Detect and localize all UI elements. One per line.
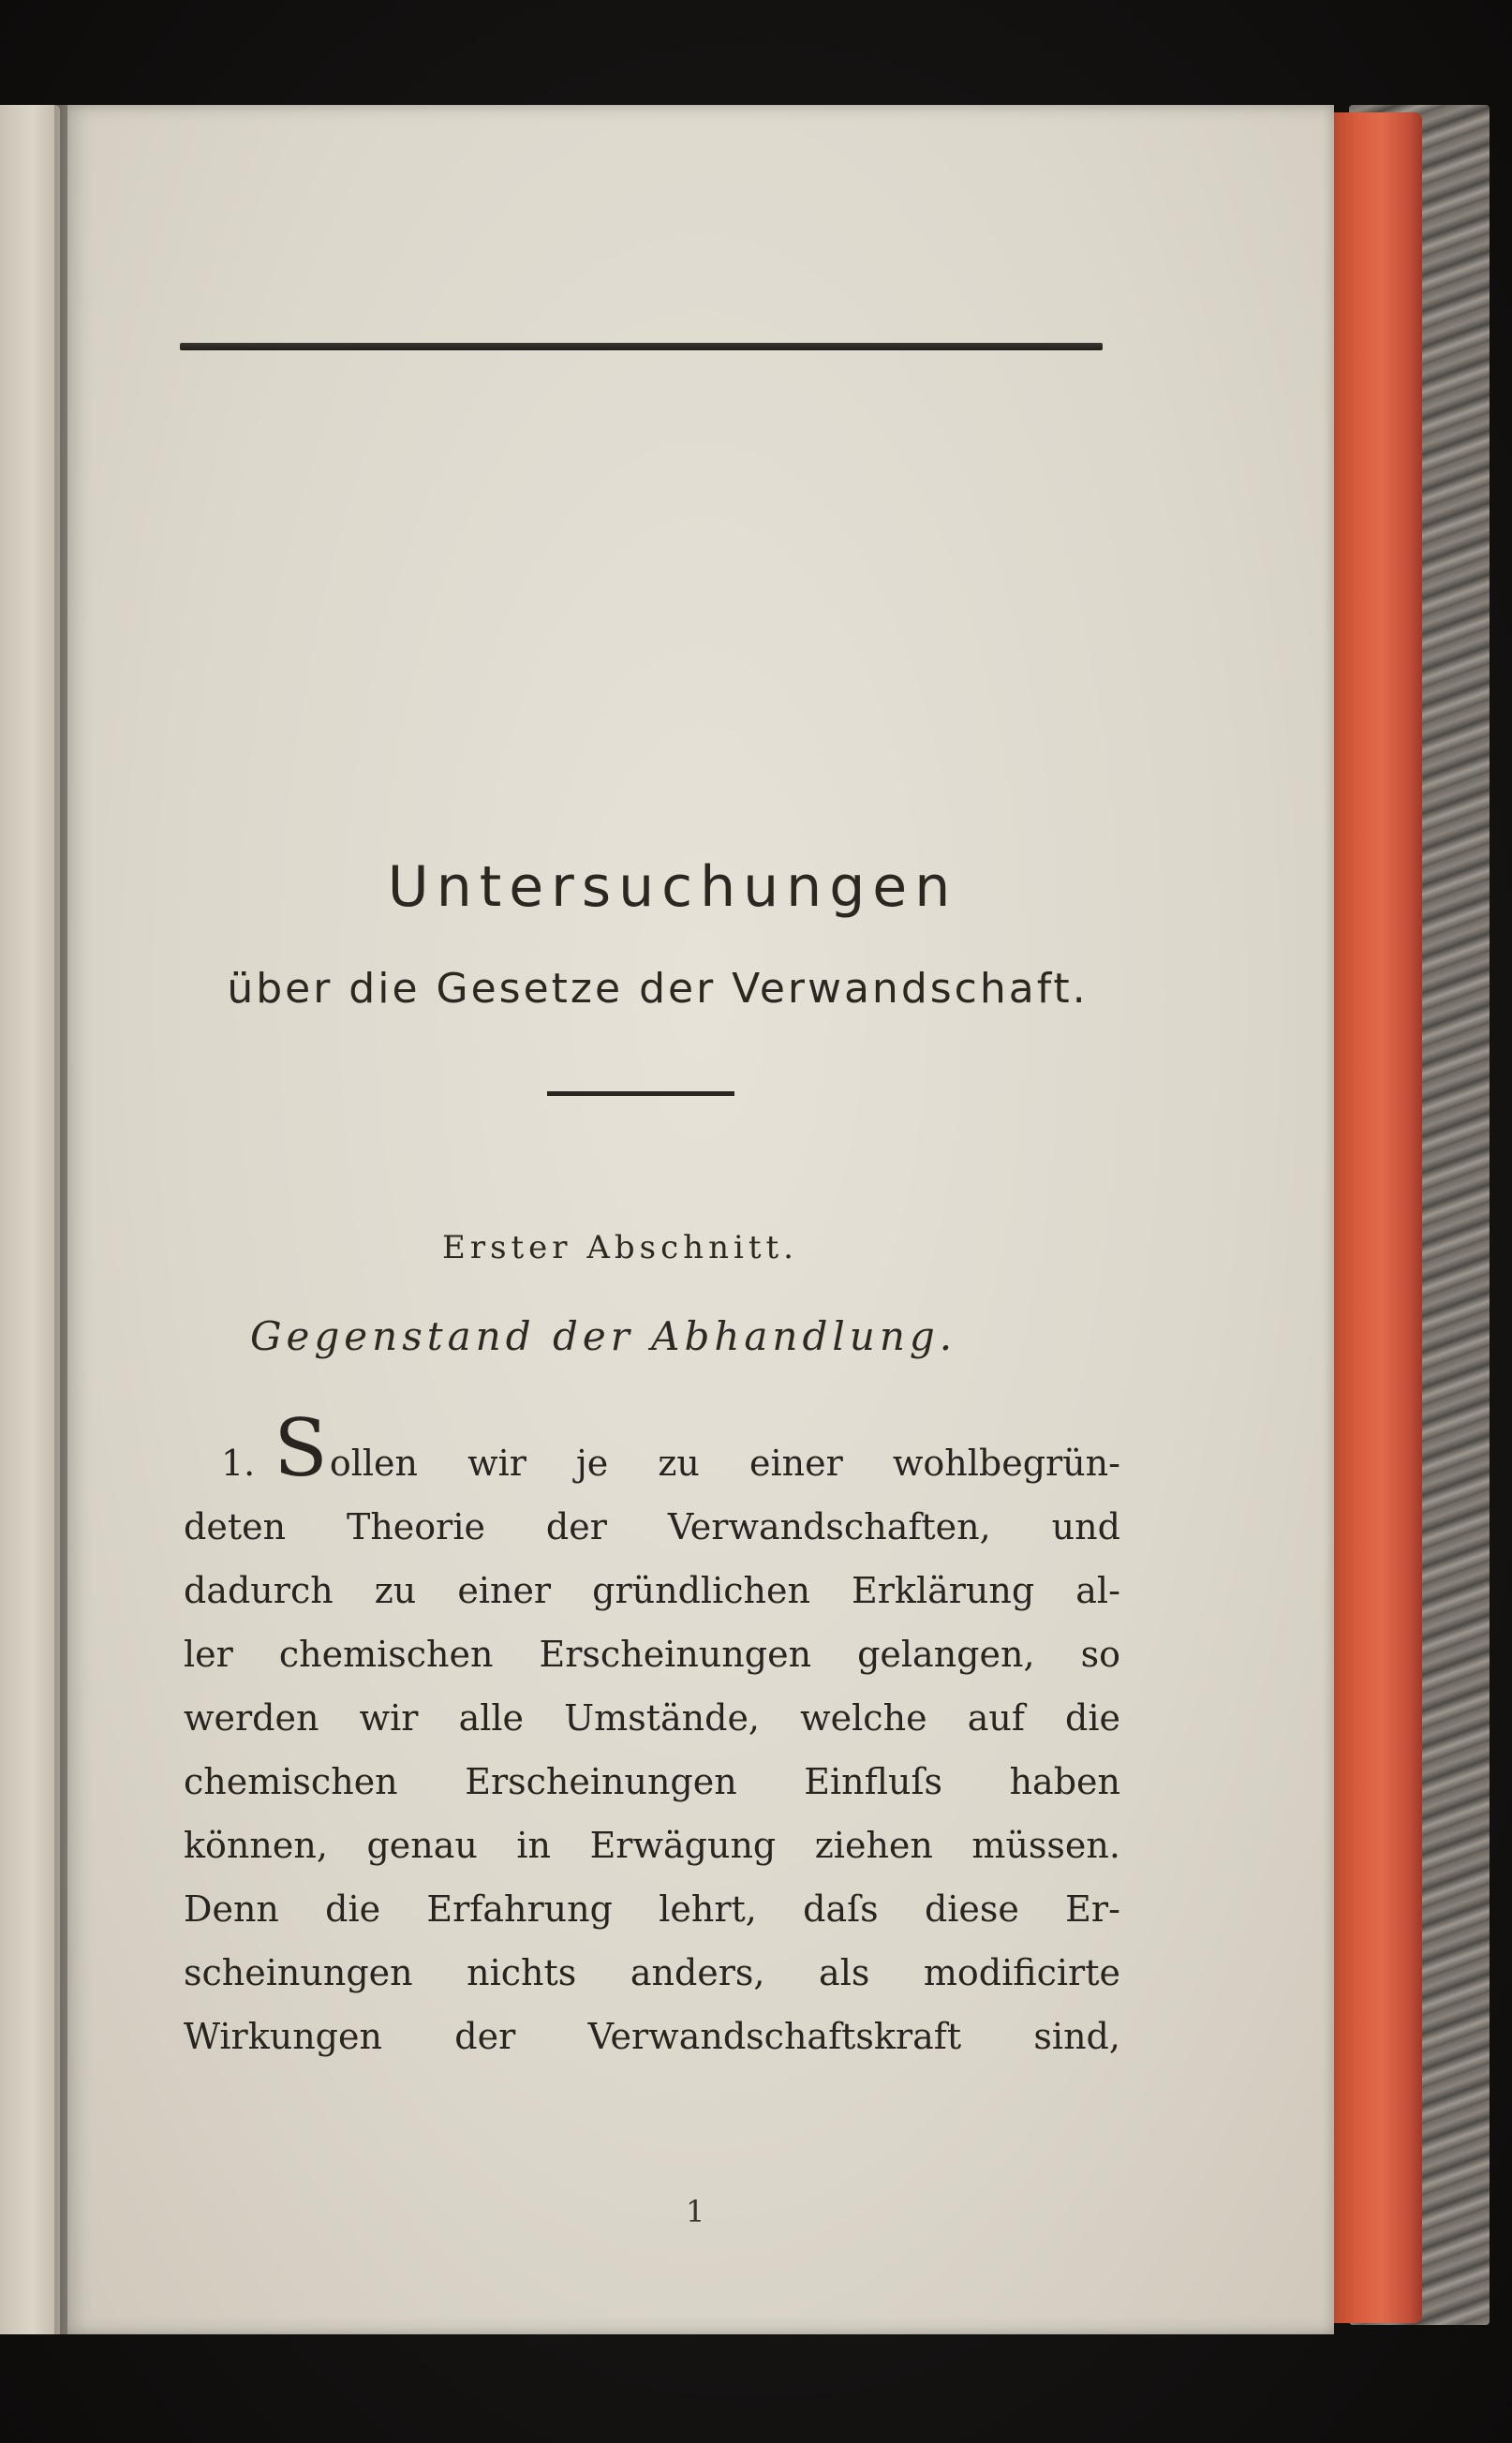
first-word-group	[221, 1402, 418, 1495]
body-word: Erwägung	[589, 1825, 777, 1866]
body-line	[184, 1750, 1120, 1814]
body-word: Erfahrung	[426, 1888, 613, 1930]
body-word: ler	[184, 1634, 233, 1675]
body-word: ollen	[329, 1443, 418, 1484]
body-line	[184, 1941, 1120, 2005]
body-word: deten	[184, 1506, 287, 1547]
body-line	[184, 1622, 1120, 1686]
body-word: lehrt,	[659, 1888, 757, 1930]
body-word: Erscheinungen	[465, 1761, 737, 1802]
body-word: die	[1065, 1697, 1120, 1739]
body-line	[184, 1814, 1120, 1877]
page-subtitle: über die Gesetze der Verwandschaft.	[227, 965, 1089, 1013]
body-line	[184, 1402, 1120, 1495]
body-word: die	[325, 1888, 381, 1930]
body-word: anders,	[630, 1952, 765, 1993]
body-word: diese	[924, 1888, 1019, 1930]
body-word: zu	[374, 1570, 417, 1611]
drop-cap: S	[274, 1402, 328, 1494]
body-line	[184, 1559, 1120, 1622]
body-line	[184, 1686, 1120, 1750]
body-word: auf	[967, 1697, 1025, 1739]
body-word: genau	[366, 1825, 478, 1866]
body-word: können,	[184, 1825, 328, 1866]
header-rule	[180, 343, 1103, 350]
body-word: je	[576, 1443, 609, 1484]
body-line	[184, 1877, 1120, 1941]
body-word: alle	[458, 1697, 525, 1739]
body-word: so	[1080, 1634, 1120, 1675]
signature-mark: 1	[686, 2194, 705, 2229]
left-page-edge	[0, 105, 60, 2334]
body-word: haben	[1009, 1761, 1120, 1802]
body-word: wir	[467, 1443, 526, 1484]
body-word: der	[545, 1506, 607, 1547]
body-word: Umstände,	[564, 1697, 761, 1739]
body-word: Denn	[184, 1888, 279, 1930]
body-word: chemischen	[184, 1761, 398, 1802]
paragraph-number: 1.	[221, 1443, 256, 1484]
body-word: daſs	[803, 1888, 879, 1930]
body-word: Verwandschaften,	[667, 1506, 991, 1547]
body-word: werden	[184, 1697, 319, 1739]
body-word: zu	[658, 1443, 700, 1484]
body-word: nichts	[467, 1952, 577, 1993]
body-word: modificirte	[923, 1952, 1120, 1993]
body-word: Theorie	[346, 1506, 485, 1547]
body-word: Erscheinungen	[539, 1634, 812, 1675]
body-word: Wirkungen	[184, 2016, 382, 2057]
subject-heading: Gegenstand der Abhandlung.	[250, 1313, 957, 1359]
body-word: wohlbegrün-	[892, 1443, 1120, 1484]
page-title: Untersuchungen	[387, 854, 958, 920]
body-text	[184, 1402, 1120, 2068]
body-word: Erklärung	[852, 1570, 1035, 1611]
body-word: scheinungen	[184, 1952, 413, 1993]
body-word: sind,	[1033, 2016, 1120, 2057]
body-word: al-	[1075, 1570, 1120, 1611]
body-word: der	[454, 2016, 516, 2057]
body-word: gelangen,	[857, 1634, 1035, 1675]
body-word: welche	[800, 1697, 927, 1739]
body-line	[184, 1495, 1120, 1559]
body-word: einer	[457, 1570, 552, 1611]
body-word: ziehen	[814, 1825, 933, 1866]
body-word: wir	[359, 1697, 419, 1739]
body-word: einer	[749, 1443, 843, 1484]
body-word: Verwandschaftskraft	[587, 2016, 962, 2057]
body-word: Einfluſs	[804, 1761, 943, 1802]
body-word: als	[819, 1952, 870, 1993]
section-heading: Erster Abschnitt.	[442, 1229, 798, 1266]
body-word: chemischen	[278, 1634, 494, 1675]
body-word: gründlichen	[592, 1570, 810, 1611]
red-page-edge	[1332, 112, 1422, 2323]
body-word: Er-	[1065, 1888, 1120, 1930]
body-word: müssen.	[971, 1825, 1120, 1866]
body-word: und	[1051, 1506, 1120, 1547]
body-line	[184, 2005, 1120, 2068]
printed-page	[67, 105, 1334, 2334]
body-word: in	[516, 1825, 552, 1866]
body-word: dadurch	[184, 1570, 334, 1611]
ornamental-rule	[547, 1091, 734, 1096]
